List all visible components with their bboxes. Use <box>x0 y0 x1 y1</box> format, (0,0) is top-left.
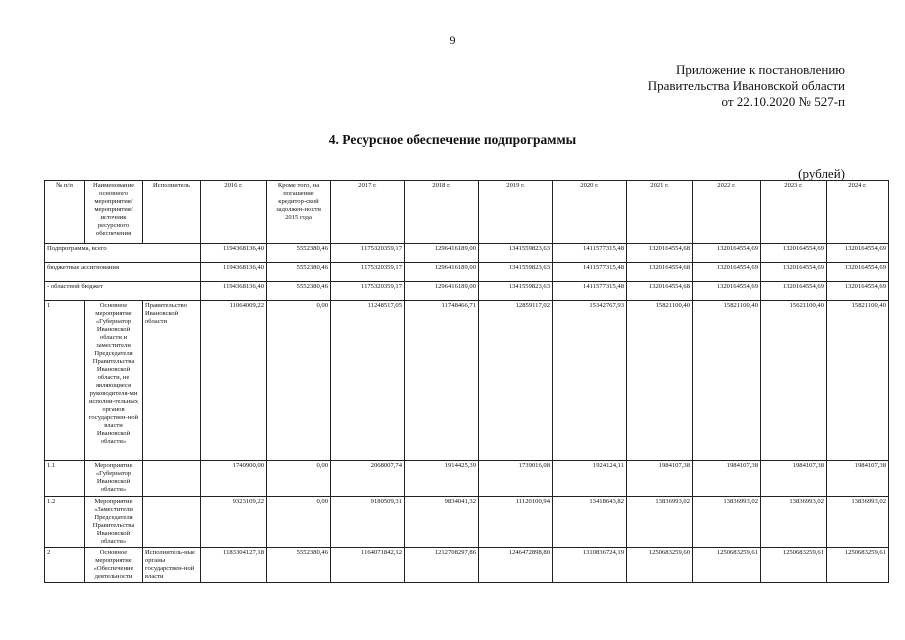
header-2021: 2021 г. <box>627 181 693 244</box>
table-cell: 1320164554,69 <box>693 282 761 301</box>
table-cell: 1914425,39 <box>405 461 479 497</box>
table-cell: 1250683259,60 <box>627 548 693 583</box>
table-cell: 1984107,38 <box>827 461 889 497</box>
row-number: 1.2 <box>45 497 85 548</box>
appendix-line-1: Приложение к постановлению <box>675 62 845 77</box>
row-executor <box>143 497 201 548</box>
table-header-row <box>45 181 889 244</box>
table-cell: 1320164554,69 <box>761 263 827 282</box>
table-cell: 0,00 <box>267 301 331 461</box>
header-name: Наименование основного мероприятия/ мероприятия/ источник ресурсного обеспечения <box>85 181 143 244</box>
table-cell: 1984107,38 <box>627 461 693 497</box>
row-number: 2 <box>45 548 85 583</box>
table-cell: 1924124,11 <box>553 461 627 497</box>
table-cell: 1175320359,17 <box>331 263 405 282</box>
table-cell: 1246472898,80 <box>479 548 553 583</box>
table-cell: 15821100,40 <box>827 301 889 461</box>
table-cell: 1164071842,12 <box>331 548 405 583</box>
header-2020: 2020 г. <box>553 181 627 244</box>
table-cell: 1250683259,61 <box>761 548 827 583</box>
table-cell: 13836993,02 <box>627 497 693 548</box>
table-cell: 1320164554,69 <box>761 282 827 301</box>
table-cell: 9834041,32 <box>405 497 479 548</box>
table-cell: 1740900,00 <box>201 461 267 497</box>
row-name: Основное мероприятие «Губернатор Ивановской области и заместители Председателя Правительства Ивановской области, не являющиеся руководителя-ми исполни-тельных органов государствен-ной власти Ивановской области» <box>85 301 143 461</box>
table-row <box>45 263 889 282</box>
table-cell: 1320164554,69 <box>693 263 761 282</box>
row-executor: Исполнитель-ные органы государствен-ной власти <box>143 548 201 583</box>
appendix-line-2: Правительства Ивановской области <box>647 78 845 93</box>
header-2018: 2018 г. <box>405 181 479 244</box>
table-row <box>45 282 889 301</box>
table-cell: 1984107,38 <box>761 461 827 497</box>
table-cell: 15342767,93 <box>553 301 627 461</box>
table-cell: 1320164554,69 <box>827 244 889 263</box>
table-cell: 1194368136,40 <box>201 263 267 282</box>
table-cell: 0,00 <box>267 497 331 548</box>
table-cell: 1175320359,17 <box>331 282 405 301</box>
table-cell: 1320164554,68 <box>627 282 693 301</box>
row-name: Основное мероприятие «Обеспечение деятельности <box>85 548 143 583</box>
row-number: 1 <box>45 301 85 461</box>
table-cell: 1739016,08 <box>479 461 553 497</box>
section-title: 4. Ресурсное обеспечение подпрограммы <box>328 132 577 147</box>
summary-label: - областной бюджет <box>45 282 201 301</box>
table-cell: 2068007,74 <box>331 461 405 497</box>
appendix-note <box>648 62 845 110</box>
table-cell: 1320164554,69 <box>827 263 889 282</box>
table-cell: 13836993,02 <box>693 497 761 548</box>
table-cell: 5552380,46 <box>267 548 331 583</box>
table-cell: 1341559823,63 <box>479 263 553 282</box>
table-cell: 12859117,02 <box>479 301 553 461</box>
table-cell: 1320164554,68 <box>627 263 693 282</box>
table-cell: 1175320359,17 <box>331 244 405 263</box>
table-cell: 5552380,46 <box>267 263 331 282</box>
summary-label: Подпрограмма, всего <box>45 244 201 263</box>
table-cell: 13836993,02 <box>827 497 889 548</box>
table-row <box>45 301 889 461</box>
table-cell: 1296416189,00 <box>405 244 479 263</box>
row-number: 1.1 <box>45 461 85 497</box>
table-cell: 11064009,22 <box>201 301 267 461</box>
row-name: Мероприятие «Губернатор Ивановской области» <box>85 461 143 497</box>
row-name: Мероприятие «Заместители Председателя Правительства Ивановской области» <box>85 497 143 548</box>
table-cell: 11120100,94 <box>479 497 553 548</box>
table-cell: 13418643,82 <box>553 497 627 548</box>
table-cell: 0,00 <box>267 461 331 497</box>
table-cell: 1411577315,48 <box>553 244 627 263</box>
header-no: № п/п <box>45 181 85 244</box>
header-2022: 2022 г. <box>693 181 761 244</box>
row-executor <box>143 461 201 497</box>
header-2017: 2017 г. <box>331 181 405 244</box>
table-cell: 1296416189,00 <box>405 263 479 282</box>
table-row <box>45 244 889 263</box>
table-cell: 1212708297,86 <box>405 548 479 583</box>
table-cell: 5552380,46 <box>267 282 331 301</box>
table-cell: 1320164554,68 <box>627 244 693 263</box>
table-cell: 1194368136,40 <box>201 282 267 301</box>
units-label: (рублей) <box>798 166 845 181</box>
table-cell: 1194368136,40 <box>201 244 267 263</box>
table-cell: 13836993,02 <box>761 497 827 548</box>
summary-label: бюджетные ассигнования <box>45 263 201 282</box>
table-cell: 1984107,38 <box>693 461 761 497</box>
table-cell: 11748466,71 <box>405 301 479 461</box>
appendix-line-3: от 22.10.2020 № 527-п <box>721 94 845 109</box>
header-2024: 2024 г. <box>827 181 889 244</box>
header-extra: Кроме того, на погашение кредитор-ской задолжен-ности 2015 года <box>267 181 331 244</box>
table-cell: 1320164554,69 <box>761 244 827 263</box>
table-cell: 1341559823,63 <box>479 244 553 263</box>
table-cell: 15821100,40 <box>627 301 693 461</box>
table-cell: 1250683259,61 <box>827 548 889 583</box>
table-cell: 1411577315,48 <box>553 282 627 301</box>
page-number: 9 <box>449 33 456 47</box>
row-executor: Правительство Ивановской области <box>143 301 201 461</box>
resource-table <box>44 180 889 583</box>
table-cell: 1320164554,69 <box>827 282 889 301</box>
table-row <box>45 548 889 583</box>
table-cell: 1320164554,69 <box>693 244 761 263</box>
table-cell: 1296416189,00 <box>405 282 479 301</box>
table-cell: 15821100,40 <box>693 301 761 461</box>
table-row <box>45 497 889 548</box>
table-cell: 1250683259,61 <box>693 548 761 583</box>
table-cell: 5552380,46 <box>267 244 331 263</box>
header-2023: 2023 г. <box>761 181 827 244</box>
table-cell: 1310836724,19 <box>553 548 627 583</box>
table-cell: 1411577315,48 <box>553 263 627 282</box>
header-executor: Исполнитель <box>143 181 201 244</box>
table-cell: 11248517,05 <box>331 301 405 461</box>
table-row <box>45 461 889 497</box>
table-cell: 1341559823,63 <box>479 282 553 301</box>
header-2016: 2016 г. <box>201 181 267 244</box>
table-cell: 1183304127,18 <box>201 548 267 583</box>
table-cell: 9180509,31 <box>331 497 405 548</box>
table-cell: 9323109,22 <box>201 497 267 548</box>
header-2019: 2019 г. <box>479 181 553 244</box>
table-cell: 15621100,40 <box>761 301 827 461</box>
